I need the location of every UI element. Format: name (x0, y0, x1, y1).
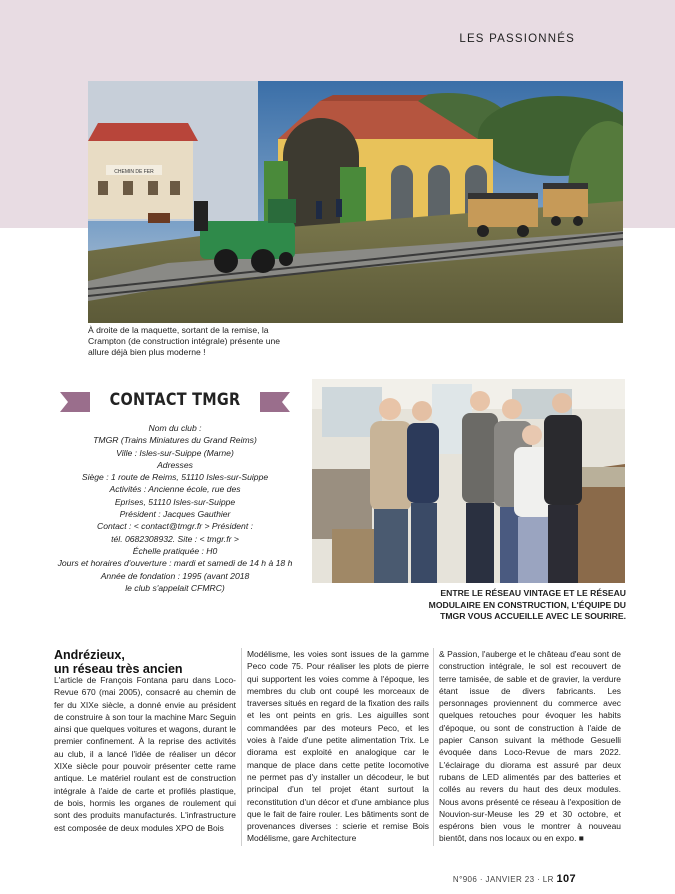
article-column-3: & Passion, l'auberge et le château d'eau sont de construction intégrale, le sol est recouvert de terre tamisée, de sable et de gravier, la verdure étant issue de divers fabricants. Les personnages proviennent du commerce avec quelques retouches pour évoquer les habits d'époque, ou sont de construction à l'aide de papier Canson suivant la méthode Gesuelli évoquée dans Loco-Revue de mars 2022. L'éclairage du diorama est assuré par deux rubans de LED alimentés par des batteries et collés au revers du haut des deux modules. Nous avons présenté ce réseau à l'exposition de Nouvion-sur-Meuse les 29 et 30 octobre, et espérons bien vous le montrer à nouveau bientôt, dans nos locaux ou en expo. ■ (439, 649, 621, 844)
person-figure (462, 391, 498, 583)
contact-line: Échelle pratiquée : H0 (132, 545, 218, 556)
club-team-photo (312, 379, 625, 583)
contact-line: tél. 0682308932. Site : < tmgr.fr > (111, 533, 239, 544)
article-column-2: Modélisme, les voies sont issues de la gamme Peco code 75. Pour réaliser les plots de pierre qui supportent les voies comme à l'époque, les membres du club ont coupé les morceaux de traverses situés en regard de la fixation des rails et les ont peints en gris. Les aiguilles sont commandées par des moteurs Peco, et les voies à l'aide d'une petite alimentation Trix. Le diorama est exploité en analogique car le manque de place dans cette petite locomotive ne permet pas d'y installer un décodeur, le but principal d'un tel projet étant surtout la reconstitution d'un décor et d'une ambiance plus que le fait de faire rouler. Les bâtiments sont de provenances diverses : scierie et remise Bois Modélisme, gare Architecture (247, 649, 429, 844)
article-column-1: L'article de François Fontana paru dans Loco-Revue 670 (mai 2005), consacré au chemin de fer du XIXe siècle, a donné envie au président de construire à son tour la machine Marc Seguin ainsi que quelques voitures et wagons, durant le premier confinement. À la reprise des activités au club, il a lancé l'idée de réaliser un décor XIXe siècle pour pouvoir présenter cette rame antique. Le matériel roulant est de construction intégrale à l'aide de carte et profilés plastique, de bois, hormis les organes de roulement qui sont des produits manufacturés. L'infrastructure est composée de deux modules XPO de Bois (54, 675, 236, 833)
person-figure (544, 393, 582, 583)
contact-line: Ville : Isles-sur-Suippe (Marne) (116, 447, 234, 458)
page-number: 107 (556, 873, 576, 885)
contact-line: Nom du club : (148, 423, 202, 433)
inn-sign-text: CHEMIN DE FER (114, 169, 154, 175)
contact-line: Siège : 1 route de Reims, 51110 Isles-sur-Suippe (81, 472, 269, 483)
issue-info: N°906 · JANVIER 23 · LR (452, 875, 554, 884)
ribbon-right-icon (260, 392, 290, 412)
column-divider (433, 648, 434, 846)
photo2-caption: ENTRE LE RÉSEAU VINTAGE ET LE RÉSEAU MODULAIRE EN CONSTRUCTION, L'ÉQUIPE DU TMGR VOUS ACCUEILLE AVEC LE SOURIRE. (428, 588, 626, 621)
article-heading-line: un réseau très ancien (54, 662, 183, 676)
section-label: LES PASSIONNÉS (459, 33, 575, 45)
article-heading-line: Andrézieux, (54, 648, 125, 662)
column-divider (241, 648, 242, 846)
page-footer (453, 873, 576, 885)
contact-line: Contact : < contact@tmgr.fr > Président : (97, 521, 253, 532)
photo1-caption: À droite de la maquette, sortant de la remise, la Crampton (de construction intégrale) présente une allure déjà bien plus moderne ! (88, 325, 281, 358)
contact-line: Année de fondation : 1995 (avant 2018 (100, 570, 250, 581)
contact-line: Jours et horaires d'ouverture : mardi et samedi de 14 h à 18 h (57, 558, 293, 569)
contact-line: Activités : Ancienne école, rue des (109, 484, 241, 495)
contact-details (50, 422, 300, 594)
person-figure (407, 401, 439, 583)
diorama-photo (88, 81, 623, 323)
contact-line: le club s'appelait CFMRC) (125, 582, 225, 593)
contact-line: TMGR (Trains Miniatures du Grand Reims) (93, 435, 257, 446)
article-heading (54, 648, 183, 676)
contact-title: CONTACT TMGR (109, 390, 241, 410)
person-figure (370, 398, 412, 583)
contact-title-block (60, 388, 290, 414)
contact-line: Président : Jacques Gauthier (119, 509, 231, 520)
contact-line: Eprises, 51110 Isles-sur-Suippe (114, 496, 236, 507)
contact-line: Adresses (157, 459, 193, 470)
